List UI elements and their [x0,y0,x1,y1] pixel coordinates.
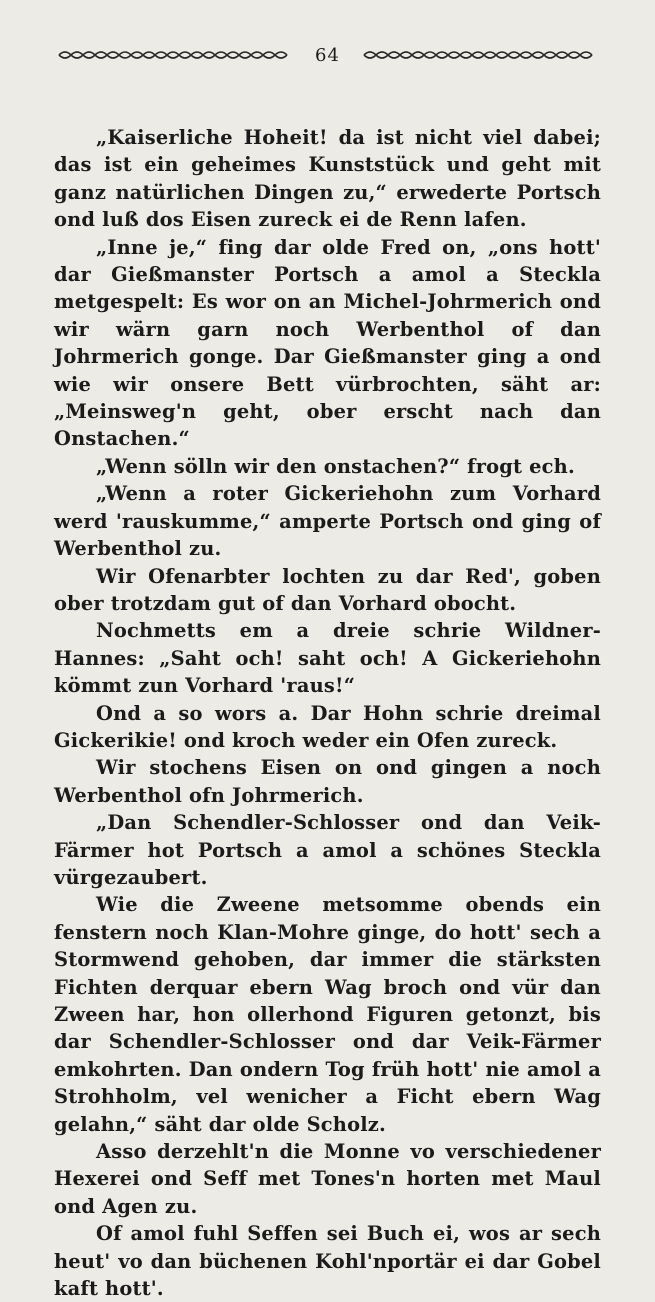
paragraph: Nochmetts em a dreie schrie Wildner-Hannes: „Saht och! saht och! A Gickeriehohn kömmt zun Vorhard 'raus!“ [54,619,601,698]
paragraph: Asso derzehlt'n die Monne vo verschiedener Hexerei ond Seff met Tones'n horten met Maul ond Agen zu. [54,1140,601,1218]
page-header [54,38,601,72]
paragraph: Wie die Zweene metsomme obends ein fenstern noch Klan-Mohre ginge, do hott' sech a Stormwend gehoben, dar immer die stärksten Fichten derquar ebern Wag broch ond vür dan Zween har, hon ollerhond Figuren getonzt, bis dar Schendler-Schlosser ond dar Veik-Färmer emkohrten. Dan ondern Tog früh hott' nie amol a Strohholm, vel wenicher a Ficht ebern Wag gelahn,“ säht dar olde Scholz. [54,893,601,1136]
page-number: 64 [315,44,340,66]
paragraph: Of amol fuhl Seffen sei Buch ei, wos ar sech heut' vo dan büchenen Kohl'nportär ei dar Gobel kaft hott'. [54,1222,601,1301]
paragraph: Ond a so wors a. Dar Hohn schrie dreimal Gickerikie! ond kroch weder ein Ofen zureck. [54,701,601,752]
paragraph: „Inne je,“ fing dar olde Fred on, „ons hott' dar Gießmanster Portsch a amol a Steckla metgespelt: Es wor on an Michel-Johrmerich ond wir wärn garn noch Werbenthol of dan Johrmerich gonge. Dar Gießmanster ging a ond wie wir onsere Bett vürbrochten, säht ar: „Meinsweg'n geht, ober erscht nach dan Onstachen.“ [54,235,601,451]
paragraph: „Wenn sölln wir den onstachen?“ frogt ech. [96,454,575,478]
ornament-left-icon [57,49,293,61]
paragraph: Wir stochens Eisen on ond gingen a noch Werbenthol ofn Johrmerich. [54,756,601,807]
paragraph: „Wenn a roter Gickeriehohn zum Vorhard werd 'rauskumme,“ amperte Portsch ond ging of Werbenthol zu. [54,482,601,561]
paragraph: „Kaiserliche Hoheit! da ist nicht viel dabei; das ist ein geheimes Kunststück und geht mit ganz natürlichen Dingen zu,“ erwederte Portsch ond luß dos Eisen zureck ei de Renn lafen. [54,126,601,232]
paragraph: Wir Ofenarbter lochten zu dar Red', goben ober trotzdam gut of dan Vorhard obocht. [54,564,601,615]
paragraph: „Dan Schendler-Schlosser ond dan Veik-Färmer hot Portsch a amol a schönes Steckla vürgezaubert. [54,811,601,889]
ornament-right-icon [362,49,598,61]
body-text [54,124,601,1302]
